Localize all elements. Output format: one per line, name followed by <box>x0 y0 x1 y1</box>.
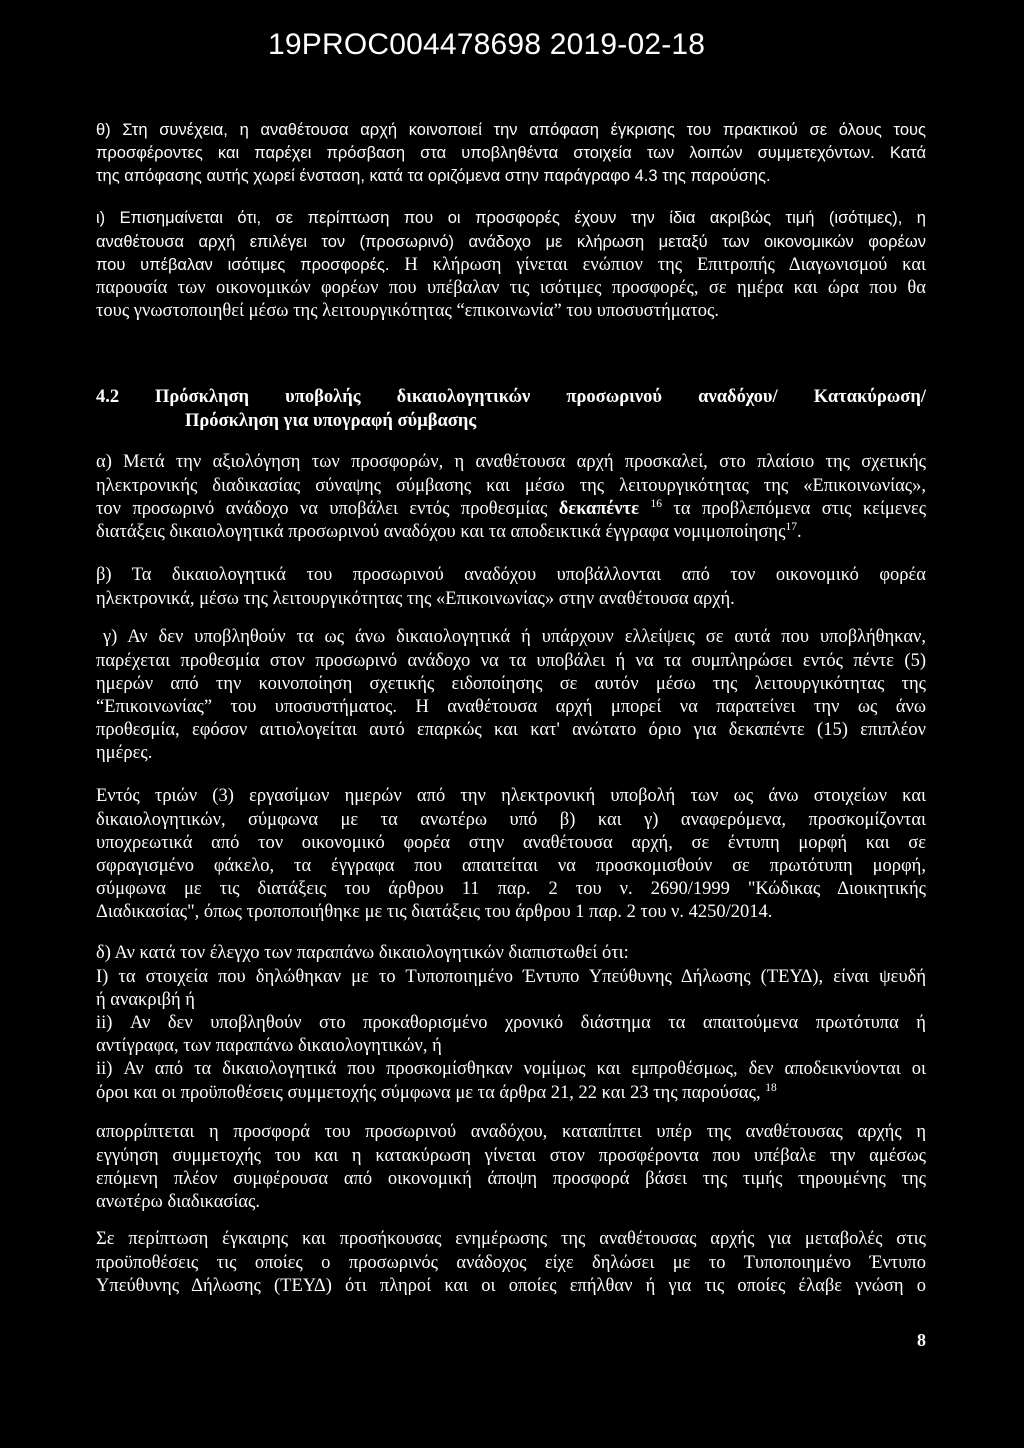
paragraph-changes <box>96 1228 926 1298</box>
text-line: ii) Αν δεν υποβληθούν στο προκαθορισμένο χρονικό διάστημα τα απαιτούμενα πρωτότυπα ή <box>96 1012 926 1033</box>
paragraph-gamma <box>96 626 926 765</box>
text-line: Σε περίπτωση έγκαιρης και προσήκουσας ενημέρωσης της αναθέτουσας αρχής για μεταβολές στις <box>96 1229 926 1250</box>
text-segment: . <box>796 521 802 542</box>
text-line: β) Τα δικαιολογητικά του προσωρινού αναδόχου υποβάλλονται από τον οικονομικό φορέα <box>96 565 926 586</box>
text-line: τους γνωστοποιηθεί μέσω της λειτουργικότητας “επικοινωνία” του υποσυστήματος. <box>96 301 719 322</box>
emphasis-text: δεκαπέντε <box>558 498 640 519</box>
text-line: Διαδικασίας", όπως τροποποιήθηκε με τις διατάξεις του άρθρου 1 παρ. 2 του ν. 4250/2014. <box>96 902 773 923</box>
text-line: προθεσμία, εφόσον αιτιολογείται αυτό επαρκώς και κατ' ανώτατο όριο για δεκαπέντε (15) επιπλέον <box>96 720 926 741</box>
text-segment: τον προσωρινό ανάδοχο να υποβάλει εντός προθεσμίας <box>96 498 548 519</box>
text-line: προϋποθέσεις τις οποίες ο προσωρινός ανάδοχος είχε δηλώσει με το Τυποποιημένο Έντυπο <box>96 1252 926 1273</box>
text-line: Υπεύθυνης Δήλωσης (ΤΕΥΔ) ότι πληροί και οι οποίες επήλθαν ή για τις οποίες έλαβε γνώση ο <box>96 1275 926 1296</box>
text-line: I) τα στοιχεία που δηλώθηκαν με το Τυποποιημένο Έντυπο Υπεύθυνης Δήλωσης (ΤΕΥΔ), είναι ψευδή <box>96 966 926 987</box>
text-line: ηλεκτρονικής διαδικασίας σύναψης σύμβασης και μέσω της λειτουργικότητας της «Επικοινωνίας», <box>96 475 926 496</box>
text-line: παρουσία των οικονομικών φορέων που υπέβαλαν τις ισότιμες προσφορές, σε ημέρα και ώρα που θα <box>96 277 926 298</box>
text-line: απορρίπτεται η προσφορά του προσωρινού αναδόχου, καταπίπτει υπέρ της αναθέτουσας αρχής η <box>96 1122 926 1143</box>
text-line <box>96 521 926 544</box>
text-segment: όροι και οι προϋποθέσεις συμμετοχής σύμφωνα με τα άρθρα 21, 22 και 23 της παρούσας, <box>96 1082 761 1103</box>
text-line: α) Μετά την αξιολόγηση των προσφορών, η αναθέτουσα αρχή προσκαλεί, στο πλαίσιο της σχετικής <box>96 452 926 473</box>
text-line: σφραγισμένο φάκελο, τα έγγραφα που απαιτείται να προσκομισθούν σε πρωτότυπη μορφή, <box>96 855 926 876</box>
paragraph-iota <box>96 207 926 323</box>
section-number: 4.2 <box>96 387 120 407</box>
section-title <box>155 385 926 433</box>
footnote-ref: 18 <box>765 1081 777 1094</box>
paragraph-submission <box>96 785 926 924</box>
text-line: αναθέτουσα αρχή επιλέγει τον (προσωρινό) ανάδοχο με κλήρωση μεταξύ των οικονομικών φορέων <box>96 232 926 251</box>
text-line <box>96 254 926 277</box>
section-heading <box>96 385 926 433</box>
text-line: εγγύηση συμμετοχής του και η κατακύρωση γίνεται στον προσφέροντα που υπέβαλε την αμέσως <box>96 1145 926 1166</box>
text-line: γ) Αν δεν υποβληθούν τα ως άνω δικαιολογητικά ή υπάρχουν ελλείψεις σε αυτά που υποβλήθηκαν, <box>103 627 926 648</box>
text-line: προσφέροντες και παρέχει πρόσβαση στα υποβληθέντα στοιχεία των λοιπών συμμετεχόντων. Κατά <box>96 144 926 163</box>
text-line <box>96 1082 926 1105</box>
text-line: ηλεκτρονικά, μέσω της λειτουργικότητας της «Επικοινωνίας» στην αναθέτουσα αρχή. <box>96 588 735 609</box>
paragraph-delta <box>96 942 926 1104</box>
footnote-ref: 17 <box>785 520 797 533</box>
paragraph-rejection <box>96 1121 926 1214</box>
text-line: δ) Αν κατά τον έλεγχο των παραπάνω δικαιολογητικών διαπιστωθεί ότι: <box>96 943 629 964</box>
footnote-ref: 16 <box>650 497 662 510</box>
text-line: Εντός τριών (3) εργασίμων ημερών από την ηλεκτρονική υποβολή των ως άνω στοιχείων και <box>96 786 926 807</box>
paragraph-alpha <box>96 451 926 544</box>
text-line: σύμφωνα με τις διατάξεις του άρθρου 11 παρ. 2 του ν. 2690/1999 "Κώδικας Διοικητικής <box>96 879 926 900</box>
text-line: δικαιολογητικών, σύμφωνα με τα ανωτέρω υπό β) και γ) αναφερόμενα, προσκομίζονται <box>96 809 926 830</box>
text-segment: που υπέβαλαν ισότιμες προσφορές. <box>96 255 390 274</box>
paragraph-theta <box>96 119 926 189</box>
text-segment: τα προβλεπόμενα στις κείμενες <box>673 498 927 519</box>
section-title-line: Πρόσκληση υποβολής δικαιολογητικών προσωρινού αναδόχου/ Κατακύρωση/ <box>155 387 926 407</box>
text-line: υποχρεωτικά από τον οικονομικό φορέα στην αναθέτουσα αρχή, σε έντυπη μορφή και σε <box>96 832 926 853</box>
paragraph-beta <box>96 564 926 610</box>
text-line: ή ανακριβή ή <box>96 989 195 1010</box>
text-line: ii) Αν από τα δικαιολογητικά που προσκομίσθηκαν νομίμως και εμπροθέσμως, δεν αποδεικνύονται οι <box>96 1059 926 1080</box>
text-line: παρέχεται προθεσμία στον προσωρινό ανάδοχο να τα υποβάλει ή να τα συμπληρώσει εντός πέντε (5) <box>96 650 926 671</box>
text-segment: διατάξεις δικαιολογητικά προσωρινού αναδόχου και τα αποδεικτικά έγγραφα νομιμοποίησης <box>96 521 786 542</box>
text-line: “Επικοινωνίας” του υποσυστήματος. Η αναθέτουσα αρχή μπορεί να παρατείνει την ως άνω <box>96 696 926 717</box>
text-line: ημέρες. <box>96 743 153 764</box>
text-line: ανωτέρω διαδικασίας. <box>96 1191 260 1212</box>
text-line: ημερών από την κοινοποίηση σχετικής ειδοποίησης σε αυτόν μέσω της λειτουργικότητας της <box>96 673 926 694</box>
text-line: ι) Επισημαίνεται ότι, σε περίπτωση που οι προσφορές έχουν την ίδια ακριβώς τιμή (ισότιμες), η <box>96 209 926 228</box>
text-line <box>96 498 926 521</box>
text-line: επόμενη πλέον συμφέρουσα από οικονομική άποψη προσφορά βάσει της τιμής τηρουμένης της <box>96 1168 926 1189</box>
page-number: 8 <box>917 1330 926 1350</box>
document-reference-header: 19PROC004478698 2019-02-18 <box>268 28 706 61</box>
text-line: θ) Στη συνέχεια, η αναθέτουσα αρχή κοινοποιεί την απόφαση έγκρισης του πρακτικού σε όλους τους <box>96 121 926 139</box>
section-title-line: Πρόσκληση για υπογραφή σύμβασης <box>185 411 477 431</box>
text-segment: Η κλήρωση γίνεται ενώπιον της Επιτροπής Διαγωνισμού και <box>404 254 926 275</box>
text-line: αντίγραφα, των παραπάνω δικαιολογητικών, ή <box>96 1036 442 1057</box>
text-line: της απόφασης αυτής χωρεί ένσταση, κατά τα οριζόμενα στην παράγραφο 4.3 της παρούσης. <box>96 167 771 186</box>
